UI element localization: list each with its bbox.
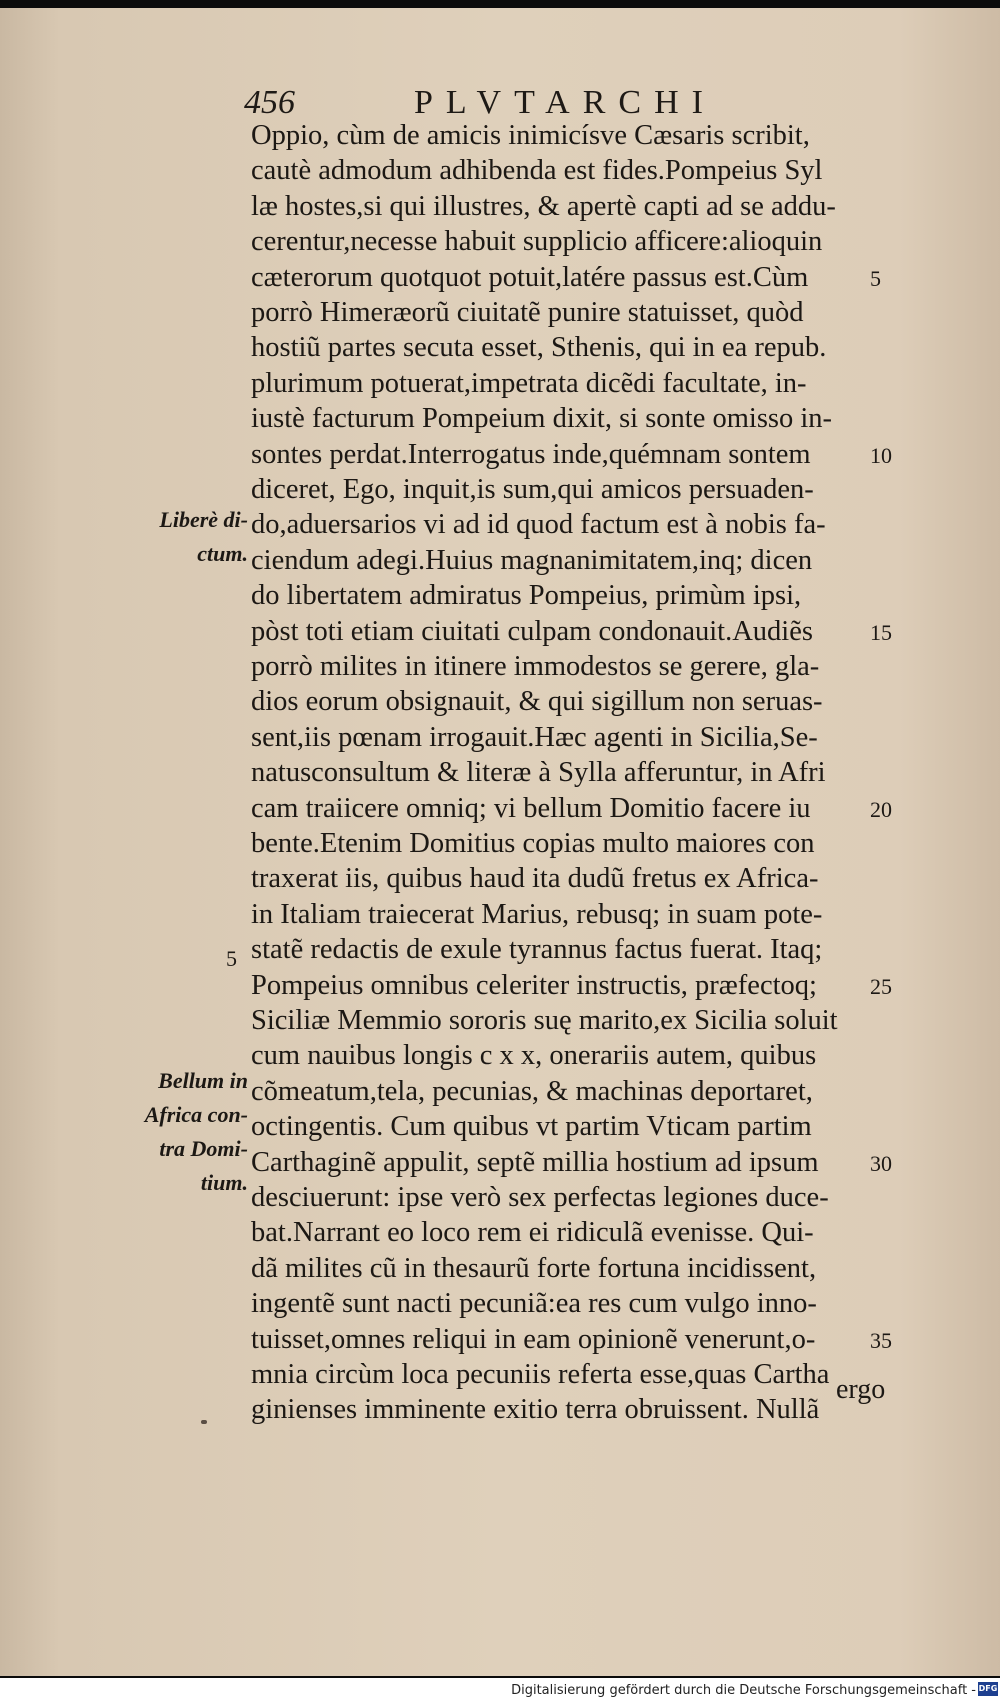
marginal-line-number: 5 xyxy=(226,946,237,971)
text-line: natusconsultum & literæ à Sylla afferuntur, in Afri xyxy=(251,757,826,789)
text-line: sent,iis pœnam irrogauit.Hæc agenti in Sicilia,Se- xyxy=(251,721,818,753)
text-line: desciuerunt: ipse verò sex perfectas legiones duce- xyxy=(251,1182,829,1213)
text-line: Pompeius omnibus celeriter instructis, præfectoq; xyxy=(251,969,817,1001)
dfg-logo-icon: DFG xyxy=(978,1682,998,1696)
text-line: dios eorum obsignauit, & qui sigillum non seruas- xyxy=(251,686,823,718)
text-line: cerentur,necesse habuit supplicio afficere:alioquin xyxy=(251,226,823,258)
text-line: mnia circùm loca pecuniis referta esse,quas Cartha xyxy=(251,1359,830,1390)
page-number: 456 xyxy=(244,84,295,121)
paper-speck xyxy=(201,1420,207,1424)
text-line: porrò milites in itinere immodestos se gerere, gla- xyxy=(251,651,820,682)
footer-credit: Digitalisierung gefördert durch die Deutsche Forschungsgemeinschaft - xyxy=(511,1683,976,1698)
text-line: ginienses imminente exitio terra obruissent. Nullã xyxy=(251,1394,820,1426)
text-line: cautè admodum adhibenda est fides.Pompeius Syl xyxy=(251,155,823,187)
marginal-note-line: tium. xyxy=(200,1170,248,1195)
text-line: octingentis. Cum quibus vt partim Vticam partim xyxy=(251,1111,812,1143)
text-line: plurimum potuerat,impetrata dicẽdi facultate, in- xyxy=(251,367,807,399)
text-line: porrò Himeræorũ ciuitatẽ punire statuisset, quòd xyxy=(251,297,804,328)
line-number: 5 xyxy=(870,265,881,291)
text-line: sontes perdat.Interrogatus inde,quémnam sontem xyxy=(251,438,811,470)
line-number: 10 xyxy=(870,442,892,468)
marginal-note-line: ctum. xyxy=(197,541,248,566)
line-number: 35 xyxy=(870,1327,892,1353)
text-line: læ hostes,si qui illustres, & apertè capti ad se addu- xyxy=(251,190,836,222)
text-line: cõmeatum,tela, pecunias, & machinas deportaret, xyxy=(251,1075,813,1107)
text-line: cam traiicere omniq; vi bellum Domitio facere iu xyxy=(251,792,811,824)
digitization-footer xyxy=(0,1678,1000,1703)
text-line: diceret, Ego, inquit,is sum,qui amicos persuaden- xyxy=(251,474,814,505)
line-number: 25 xyxy=(870,973,892,999)
text-line: ingentẽ sunt nacti pecuniã:ea res cum vulgo inno- xyxy=(251,1288,817,1320)
marginal-note-line: tra Domi- xyxy=(159,1136,248,1161)
text-line: tuisset,omnes reliqui in eam opinionẽ venerunt,o- xyxy=(251,1323,816,1355)
marginal-note-libere-dictum xyxy=(118,503,248,571)
text-line: pòst toti etiam ciuitati culpam condonauit.Audiẽs xyxy=(251,615,813,647)
text-line: ciendum adegi.Huius magnanimitatem,inq; dicen xyxy=(251,544,813,576)
text-line: cæterorum quotquot potuit,latére passus est.Cùm xyxy=(251,261,809,293)
text-line: traxerat iis, quibus haud ita dudũ fretus ex Africa- xyxy=(251,863,819,895)
catchword: ergo xyxy=(836,1374,886,1405)
text-line: hostiũ partes secuta esset, Sthenis, qui in ea repub. xyxy=(251,332,827,364)
marginal-note-line: Bellum in xyxy=(158,1068,248,1093)
text-line: bente.Etenim Domitius copias multo maiores con xyxy=(251,828,815,859)
text-line: iustè facturum Pompeium dixit, si sonte omisso in- xyxy=(251,403,833,435)
line-number: 30 xyxy=(870,1150,892,1176)
line-number: 20 xyxy=(870,796,892,822)
text-line: do,aduersarios vi ad id quod factum est à nobis fa- xyxy=(251,509,826,541)
marginal-note-line: Liberè di- xyxy=(159,507,248,532)
marginal-note-line: Africa con- xyxy=(144,1102,248,1127)
text-line: do libertatem admiratus Pompeius, primùm ipsi, xyxy=(251,580,802,612)
text-line: Siciliæ Memmio sororis suę marito,ex Sicilia soluit xyxy=(251,1005,838,1036)
text-line: statẽ redactis de exule tyrannus factus fuerat. Itaq; xyxy=(251,934,823,966)
text-line: dã milites cũ in thesaurũ forte fortuna incidissent, xyxy=(251,1252,817,1284)
text-line: bat.Narrant eo loco rem ei ridiculã evenisse. Qui- xyxy=(251,1217,814,1249)
text-line: cum nauibus longis c x x, onerariis autem, quibus xyxy=(251,1040,817,1072)
text-line: Oppio, cùm de amicis inimicísve Cæsaris scribit, xyxy=(251,120,810,151)
line-number: 15 xyxy=(870,619,892,645)
marginal-note-bellum-africa xyxy=(118,1064,248,1200)
running-title: PLVTARCHI xyxy=(414,84,716,121)
text-line: in Italiam traiecerat Marius, rebusq; in suam pote- xyxy=(251,898,823,930)
text-line: Carthaginẽ appulit, septẽ millia hostium ad ipsum xyxy=(251,1146,819,1178)
